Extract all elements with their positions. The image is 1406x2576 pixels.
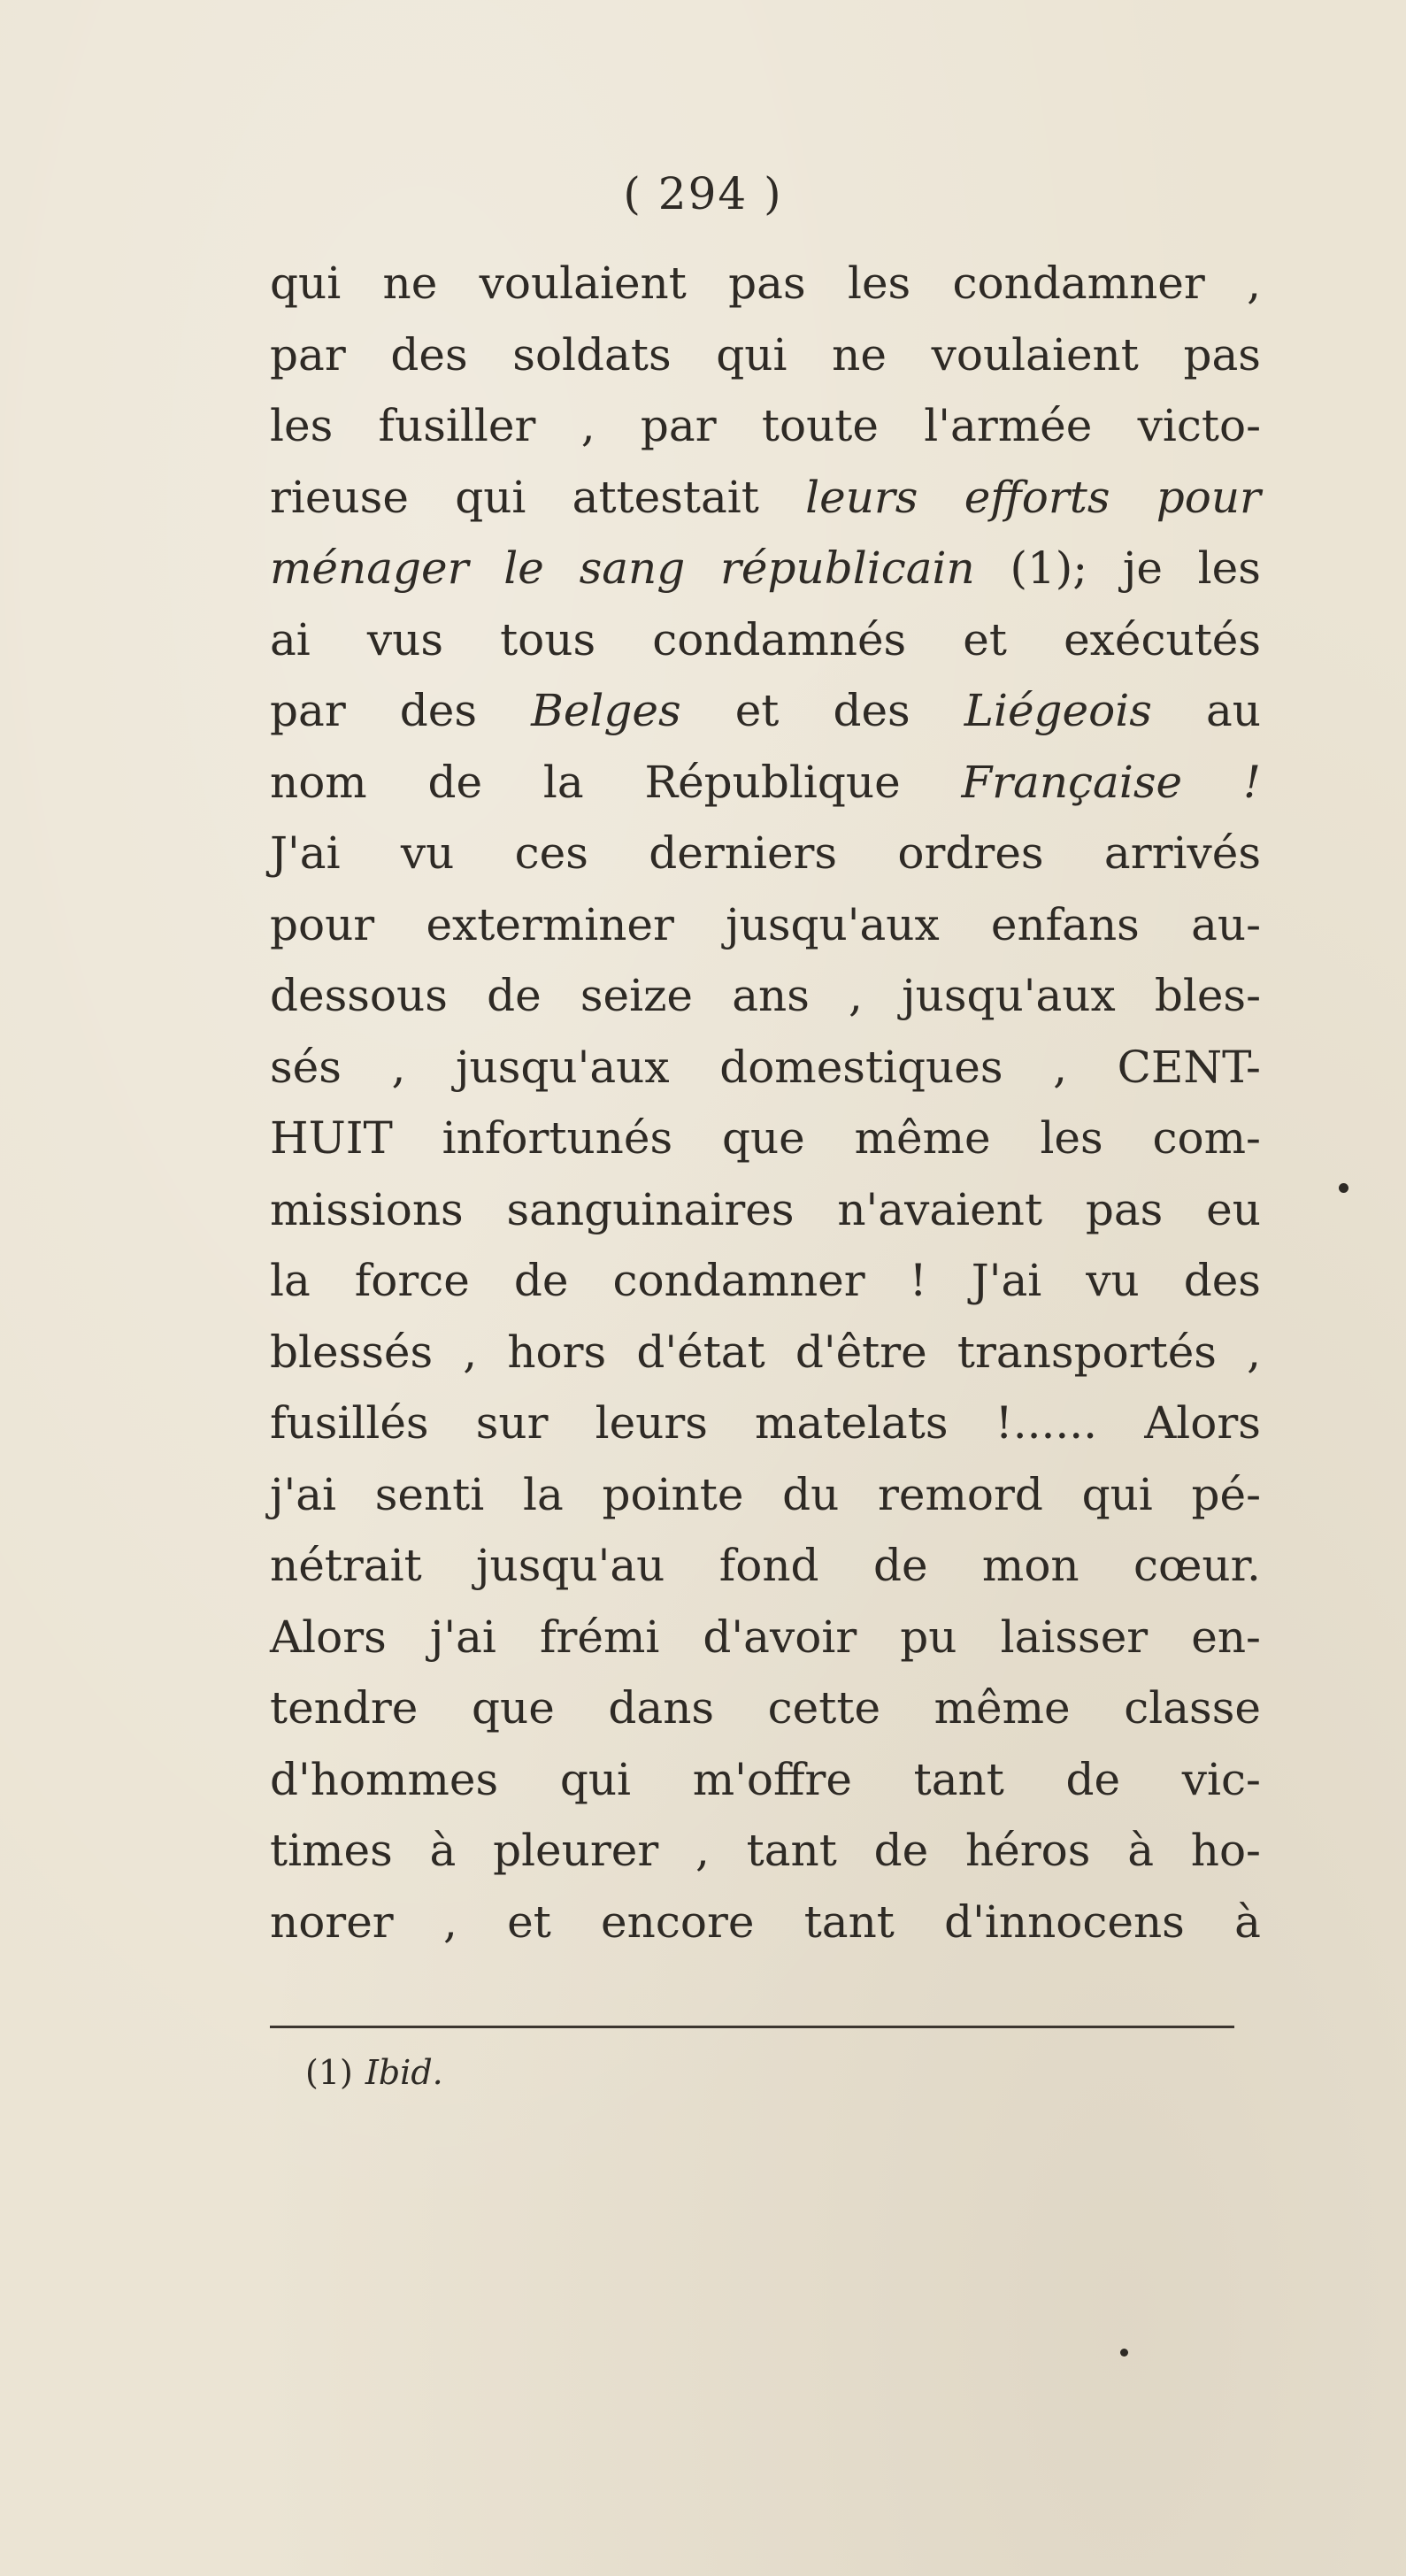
word: tant <box>803 1895 895 1948</box>
word: efforts <box>964 471 1110 523</box>
word: fond <box>718 1540 819 1591</box>
word: leurs <box>805 471 918 523</box>
text-line <box>270 319 1261 391</box>
word: derniers <box>649 827 838 879</box>
text-line <box>270 604 1261 676</box>
text-line <box>270 889 1261 961</box>
word: d'avoir <box>703 1611 857 1663</box>
word: de <box>427 756 483 808</box>
word: pas <box>728 258 806 309</box>
text-line <box>270 1317 1261 1388</box>
word: au- <box>1191 898 1261 950</box>
word: condamnés <box>652 613 907 665</box>
word: exterminer <box>426 898 674 950</box>
word: la <box>270 1255 311 1306</box>
word: J'ai <box>971 1255 1042 1306</box>
word: la <box>542 756 584 808</box>
word: voulaient <box>479 258 687 309</box>
word: ho- <box>1190 1825 1261 1876</box>
word: soldats <box>512 328 672 381</box>
text-line <box>270 1103 1261 1174</box>
word: qui <box>716 328 788 381</box>
word: en- <box>1191 1611 1261 1663</box>
word: des <box>833 685 910 736</box>
word: pointe <box>602 1468 744 1520</box>
word: de <box>487 970 542 1021</box>
word: que <box>721 1112 805 1164</box>
word: dans <box>608 1682 715 1734</box>
word: sés <box>270 1041 342 1093</box>
word: cœur. <box>1133 1540 1261 1591</box>
word: infortunés <box>442 1112 673 1164</box>
text-line <box>270 248 1261 319</box>
word: , <box>463 1326 478 1378</box>
word: , <box>391 1041 406 1093</box>
word: , <box>1247 1326 1261 1378</box>
word: eu <box>1206 1183 1261 1235</box>
word: mon <box>981 1540 1079 1591</box>
word: pu <box>900 1611 957 1663</box>
word: , <box>849 970 863 1021</box>
word: j'ai <box>429 1611 496 1663</box>
word: sur <box>475 1397 549 1449</box>
word: nétrait <box>270 1540 422 1591</box>
word: Française <box>961 756 1183 808</box>
word: , <box>695 1825 710 1876</box>
word: Belges <box>531 685 681 736</box>
word: blessés <box>270 1326 434 1378</box>
word: enfans <box>990 898 1140 950</box>
text-line <box>270 1530 1261 1602</box>
word: et <box>734 685 780 736</box>
text-line <box>270 1174 1261 1246</box>
word: fusillés <box>270 1397 429 1449</box>
word: dessous <box>270 970 448 1021</box>
text-line <box>270 1744 1261 1816</box>
word: Liégeois <box>964 685 1152 736</box>
word: de <box>872 1540 928 1591</box>
word: encore <box>601 1895 755 1948</box>
word: jusqu'au <box>476 1540 665 1591</box>
word: times <box>270 1825 393 1876</box>
word: Alors <box>1144 1397 1261 1449</box>
word: à <box>429 1825 457 1876</box>
word: jusqu'aux <box>456 1041 670 1093</box>
text-line <box>270 1815 1261 1887</box>
word: pas <box>1183 328 1261 381</box>
word: même <box>854 1112 991 1164</box>
text-line <box>270 462 1261 534</box>
word: bles- <box>1154 970 1261 1021</box>
word: pour <box>270 898 375 950</box>
word: , <box>580 400 595 451</box>
footnote <box>305 2053 443 2092</box>
word: par <box>270 685 346 736</box>
word: ! <box>1242 756 1261 808</box>
footnote-rule <box>270 2026 1234 2028</box>
word: laisser <box>1000 1611 1149 1663</box>
text-line <box>270 1459 1261 1531</box>
word: cette <box>767 1682 881 1734</box>
word: pé- <box>1191 1468 1261 1520</box>
word: le <box>503 542 544 594</box>
word: République <box>644 756 901 808</box>
word: ne <box>832 328 887 381</box>
word: de <box>1065 1753 1121 1805</box>
word: d'état <box>636 1326 765 1378</box>
word: exécutés <box>1064 613 1261 665</box>
word: victo- <box>1137 400 1261 451</box>
word: seize <box>580 970 694 1021</box>
footnote-ref: (1) <box>305 2053 353 2092</box>
word: et <box>963 613 1007 665</box>
word: force <box>354 1255 470 1306</box>
word: qui <box>1081 1468 1153 1520</box>
word: la <box>522 1468 564 1520</box>
word: fusiller <box>378 400 536 451</box>
word: et <box>507 1895 551 1948</box>
word: n'avaient <box>837 1183 1043 1235</box>
word: les <box>847 258 911 309</box>
word: ans <box>732 970 810 1021</box>
word: qui <box>270 258 342 309</box>
word: CENT- <box>1117 1041 1261 1093</box>
word: remord <box>878 1468 1043 1520</box>
word: pour <box>1156 471 1261 523</box>
word: de <box>513 1255 569 1306</box>
word: J'ai <box>270 827 341 879</box>
word: qui <box>455 471 526 523</box>
word: condamner <box>952 258 1205 309</box>
word: tant <box>746 1825 837 1876</box>
word: tendre <box>270 1682 419 1734</box>
text-line <box>270 675 1261 747</box>
word: condamner <box>612 1255 865 1306</box>
word: , <box>1247 258 1261 309</box>
word: frémi <box>539 1611 660 1663</box>
word: des <box>1183 1255 1261 1306</box>
word: ménager <box>270 542 469 594</box>
word: qui <box>559 1753 632 1805</box>
text-line <box>270 533 1261 604</box>
word: ordres <box>897 827 1044 879</box>
word: , <box>1053 1041 1068 1093</box>
word: attestait <box>572 471 759 523</box>
word: sang <box>579 542 686 594</box>
word: héros <box>964 1825 1091 1876</box>
text-line <box>270 1602 1261 1673</box>
word: les <box>1197 542 1261 594</box>
ink-speck <box>1339 1183 1348 1193</box>
word: com- <box>1152 1112 1261 1164</box>
word: ai <box>270 613 311 665</box>
word: rieuse <box>270 471 409 523</box>
word: hors <box>507 1326 607 1378</box>
word: par <box>270 328 346 381</box>
text-line <box>270 960 1261 1032</box>
word: HUIT <box>270 1112 393 1164</box>
word: domestiques <box>719 1041 1003 1093</box>
word: à <box>1234 1895 1261 1948</box>
ink-speck <box>1120 2349 1128 2357</box>
text-line <box>270 390 1261 462</box>
word: que <box>471 1682 555 1734</box>
word: sanguinaires <box>506 1183 795 1235</box>
word: les <box>270 400 334 451</box>
word: leurs <box>595 1397 708 1449</box>
word: au <box>1205 685 1261 736</box>
word: du <box>782 1468 840 1520</box>
text-line <box>270 818 1261 889</box>
word: je <box>1122 542 1163 594</box>
page-number: ( 294 ) <box>623 168 783 219</box>
word: ces <box>514 827 588 879</box>
word: d'hommes <box>270 1753 499 1805</box>
text-line <box>270 747 1261 819</box>
word: matelats <box>755 1397 949 1449</box>
word: jusqu'aux <box>902 970 1116 1021</box>
word: Alors <box>270 1611 387 1663</box>
word: les <box>1040 1112 1103 1164</box>
text-line <box>270 1887 1261 1958</box>
word: senti <box>374 1468 485 1520</box>
word: pleurer <box>493 1825 659 1876</box>
word: nom <box>270 756 367 808</box>
word: ne <box>382 258 438 309</box>
word: vus <box>366 613 443 665</box>
text-line <box>270 1245 1261 1317</box>
word: pas <box>1085 1183 1164 1235</box>
word: vu <box>1086 1255 1140 1306</box>
word: d'innocens <box>944 1895 1185 1948</box>
text-line <box>270 1032 1261 1103</box>
word: républicain <box>720 542 975 594</box>
word: , <box>442 1895 457 1948</box>
word: par <box>640 400 717 451</box>
word: de <box>873 1825 929 1876</box>
body-text <box>270 248 1261 1957</box>
footnote-text: Ibid. <box>365 2053 443 2092</box>
word: tous <box>500 613 596 665</box>
word: même <box>933 1682 1071 1734</box>
word: ! <box>909 1255 927 1306</box>
word: jusqu'aux <box>726 898 940 950</box>
text-line <box>270 1672 1261 1744</box>
word: des <box>399 685 478 736</box>
word: transportés <box>957 1326 1217 1378</box>
word: norer <box>270 1895 394 1948</box>
word: arrivés <box>1103 827 1261 879</box>
word: (1); <box>1010 542 1088 594</box>
text-line <box>270 1388 1261 1459</box>
word: m'offre <box>692 1753 852 1805</box>
word: classe <box>1124 1682 1261 1734</box>
word: voulaient <box>931 328 1139 381</box>
word: vu <box>400 827 455 879</box>
word: l'armée <box>924 400 1093 451</box>
word: tant <box>913 1753 1004 1805</box>
word: j'ai <box>270 1468 337 1520</box>
word: missions <box>270 1183 464 1235</box>
word: !...... <box>995 1397 1098 1449</box>
word: toute <box>761 400 879 451</box>
word: vic- <box>1181 1753 1261 1805</box>
word: d'être <box>795 1326 927 1378</box>
word: à <box>1127 1825 1154 1876</box>
word: des <box>390 328 468 381</box>
